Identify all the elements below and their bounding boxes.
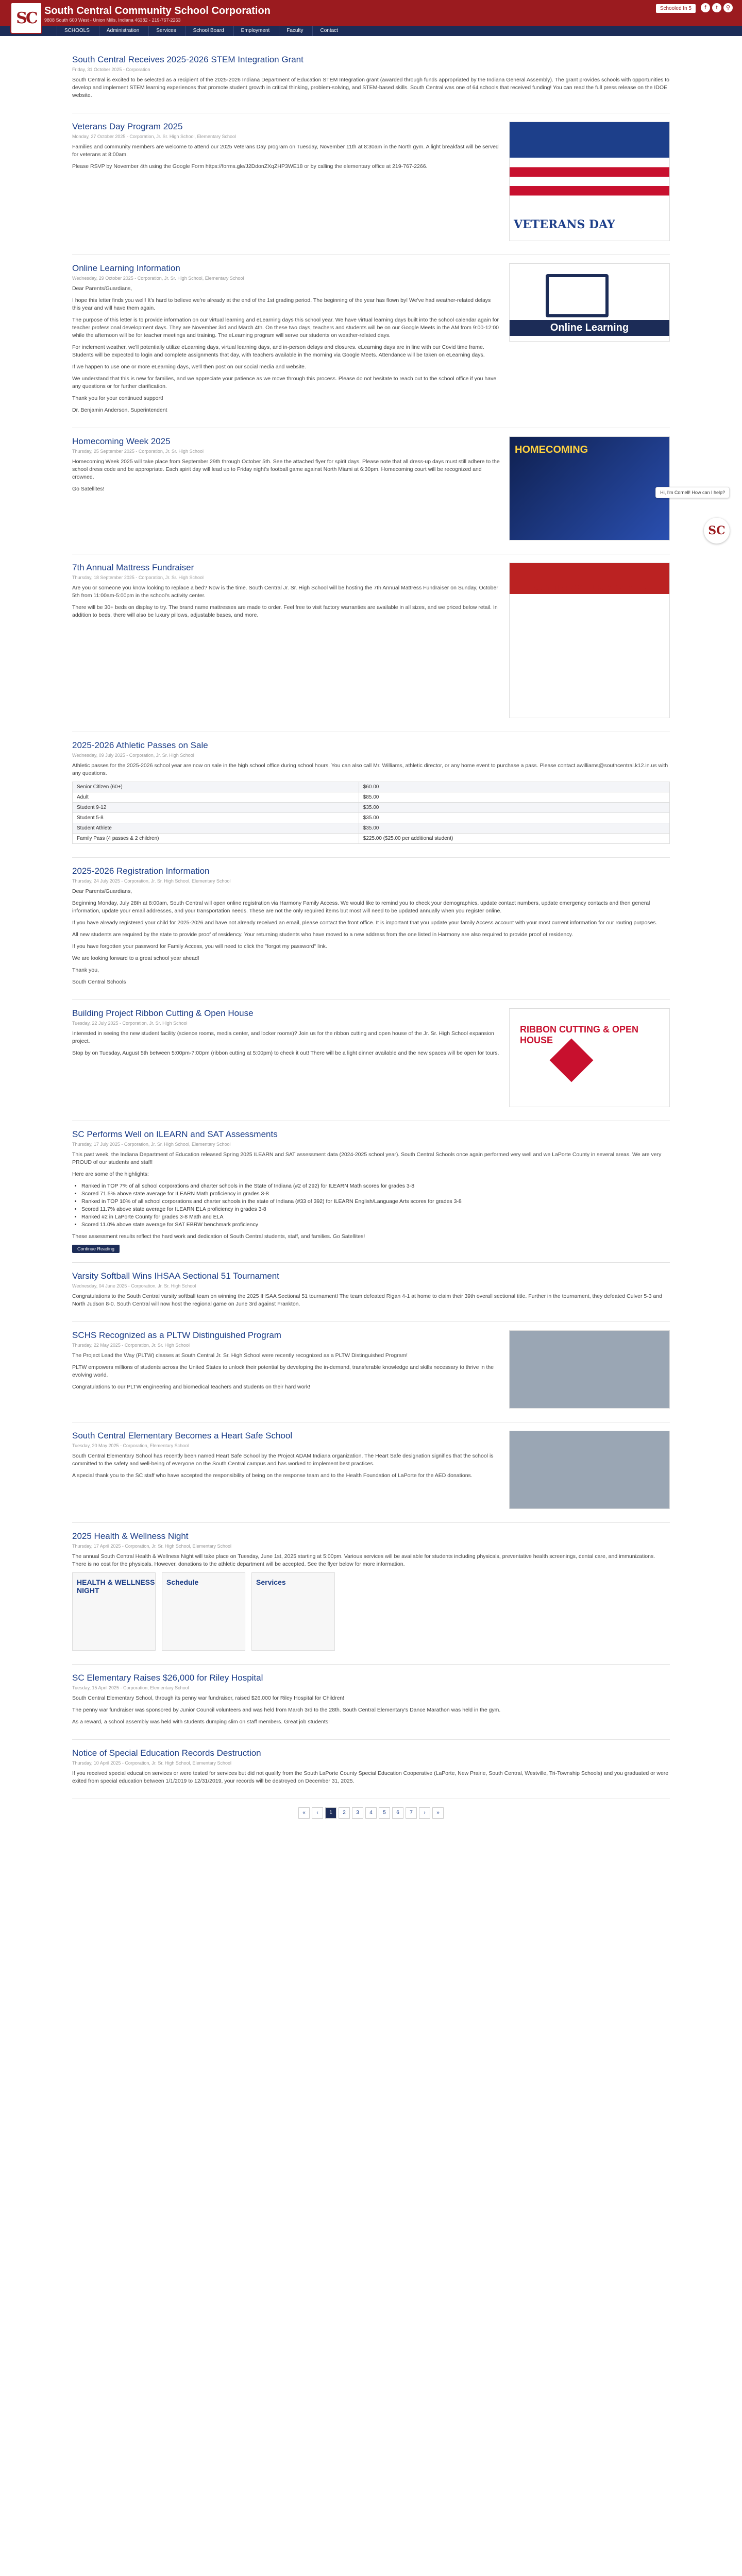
flyer-gallery xyxy=(72,1572,670,1651)
article-title[interactable]: Building Project Ribbon Cutting & Open House xyxy=(72,1008,254,1018)
article-title[interactable]: SC Elementary Raises $26,000 for Riley Hospital xyxy=(72,1673,263,1683)
flyer-caption: HEALTH & WELLNESS NIGHT xyxy=(77,1578,155,1595)
article-paragraph: There will be 30+ beds on display to try. The brand name mattresses are made to order. Feel free to visit factory warranties are available in all sizes, and we priced below retail. In addition to beds, there will also be luxury pillows, adjustable bases, and more. xyxy=(72,604,498,618)
article-image[interactable] xyxy=(509,1431,670,1509)
nav-item[interactable]: Employment xyxy=(233,26,277,36)
news-article xyxy=(72,1000,670,1121)
article-paragraph: We are looking forward to a great school year ahead! xyxy=(72,955,199,961)
pass-type: Adult xyxy=(73,792,359,803)
article-title[interactable]: 2025-2026 Athletic Passes on Sale xyxy=(72,740,208,750)
nav-item[interactable]: School Board xyxy=(185,26,231,36)
logo-text: SC xyxy=(16,9,37,27)
article-meta: Tuesday, 20 May 2025 - Corporation, Elementary School xyxy=(72,1443,189,1448)
search-icon[interactable]: ⚲ xyxy=(723,3,733,12)
pass-type: Student 9-12 xyxy=(73,803,359,813)
article-image[interactable] xyxy=(509,1008,670,1107)
news-article xyxy=(72,554,670,732)
chat-button[interactable] xyxy=(704,518,730,544)
article-title[interactable]: South Central Receives 2025-2026 STEM Integration Grant xyxy=(72,55,303,64)
article-paragraph: South Central Schools xyxy=(72,979,126,985)
nav-item[interactable]: Faculty xyxy=(279,26,310,36)
news-article xyxy=(72,428,670,554)
nav-item[interactable]: Services xyxy=(148,26,183,36)
flyer-image[interactable] xyxy=(251,1572,335,1651)
article-paragraph: Beginning Monday, July 28th at 8:00am, South Central will open online registration via Harmony Family Access. We would like to remind you to check your demographics, update contact numbers, update emergency contacts and then general information, update your email addresses, and your transportation needs. These are not the only required items but most will need to be updated annually when you register online. xyxy=(72,900,650,914)
article-image[interactable] xyxy=(509,563,670,718)
pass-price: $225.00 ($25.00 per additional student) xyxy=(359,834,669,844)
news-article xyxy=(72,1422,670,1523)
pass-type: Student Athlete xyxy=(73,823,359,834)
pass-price: $85.00 xyxy=(359,792,669,803)
article-paragraph: Athletic passes for the 2025-2026 school year are now on sale in the high school office during school hours. You can also call Mr. Williams, athletic director, or any home event to purchase a pass. Please contact awilliams@southcentral.k12.in.us with any questions. xyxy=(72,762,668,776)
article-paragraph: The purpose of this letter is to provide information on our virtual learning and eLearning days this school year. We have virtual learning days built into the school calendar again for teacher professional development days. They are November 3rd and March 4th. On these two days, teachers and students will be on our Google Meets in the AM from 9:00-12:00 while the afternoon will be for teacher meetings and training. The eLearning program will serve our students on weather-related days. xyxy=(72,317,499,338)
article-meta: Thursday, 10 April 2025 - Corporation, Jr. Sr. High School, Elementary School xyxy=(72,1760,231,1766)
article-paragraph: Go Satellites! xyxy=(72,486,105,492)
article-meta: Friday, 31 October 2025 - Corporation xyxy=(72,67,150,72)
news-article xyxy=(72,858,670,1000)
article-title[interactable]: Notice of Special Education Records Destruction xyxy=(72,1748,261,1758)
article-paragraph: Thank you for your continued support! xyxy=(72,395,163,401)
article-paragraph: Are you or someone you know looking to replace a bed? Now is the time. South Central Jr. Sr. High School will be hosting the 7th Annual Mattress Fundraiser on Sunday, October 5th from 11:00am-5:00pm in the school's activity center. xyxy=(72,585,498,599)
main-nav xyxy=(0,26,742,36)
page-link[interactable]: ‹ xyxy=(312,1807,323,1819)
list-item: • Ranked #2 in LaPorte County for grades 3-8 Math and ELA xyxy=(81,1213,670,1221)
article-title[interactable]: 2025-2026 Registration Information xyxy=(72,866,210,876)
image-caption: HOMECOMING xyxy=(515,444,588,455)
article-paragraph: Congratulations to the South Central varsity softball team on winning the 2025 IHSAA Sectional 51 tournament! The team defeated Rigan 4-1 at home to claim their 39th overall sectional title. Further in the tournament, they defeated Culver 5-3 and North Judson 8-0. South Central will now host the regional game on June 3rd against Frankton. xyxy=(72,1293,662,1307)
page-link[interactable]: » xyxy=(432,1807,444,1819)
pass-price: $35.00 xyxy=(359,813,669,823)
pass-price: $35.00 xyxy=(359,823,669,834)
news-article xyxy=(72,1322,670,1422)
article-meta: Thursday, 17 July 2025 - Corporation, Jr. Sr. High School, Elementary School xyxy=(72,1142,231,1147)
article-meta: Thursday, 17 April 2025 - Corporation, Jr. Sr. High School, Elementary School xyxy=(72,1544,231,1549)
page-link[interactable]: 3 xyxy=(352,1807,363,1819)
article-meta: Thursday, 22 May 2025 - Corporation, Jr. Sr. High School xyxy=(72,1343,190,1348)
article-meta: Tuesday, 22 July 2025 - Corporation, Jr. Sr. High School xyxy=(72,1021,188,1026)
table-row xyxy=(73,792,670,803)
article-title[interactable]: 2025 Health & Wellness Night xyxy=(72,1531,189,1541)
page-link[interactable]: 4 xyxy=(365,1807,377,1819)
article-paragraph: The annual South Central Health & Wellness Night will take place on Tuesday, June 1st, 2025 starting at 5:00pm. Various services will be available for students including physicals, preventative health screenings, dental care, and immunizations. There is no cost for the physicals. However, donations to the athletic department will be accepted. See the flyer below for more information. xyxy=(72,1553,655,1567)
news-article xyxy=(72,1523,670,1665)
article-meta: Thursday, 24 July 2025 - Corporation, Jr. Sr. High School, Elementary School xyxy=(72,878,231,884)
nav-item[interactable]: Administration xyxy=(99,26,146,36)
pass-price-table xyxy=(72,782,670,844)
image-caption: Online Learning xyxy=(510,320,669,336)
article-paragraph: PLTW empowers millions of students across the United States to unlock their potential by developing the in-demand, transferable knowledge and skills necessary to thrive in the evolving world. xyxy=(72,1364,494,1378)
list-item: • Ranked in TOP 7% of all school corporations and charter schools in the State of Indiana (#2 of 292) for ILEARN Math scores for grades 3-8 xyxy=(81,1182,670,1190)
laptop-icon xyxy=(546,274,609,317)
article-paragraph: For inclement weather, we'll potentially utilize eLearning days, virtual learning days, and in-person delays and closures. eLearning days are in line with our Covid time frame. Students will be expected to login and complete assignments that day, with teachers available in the morning via Google Meets. Attendance will be taken on eLearning days. xyxy=(72,344,485,358)
article-paragraph: South Central is excited to be selected as a recipient of the 2025-2026 Indiana Department of Education STEM Integration grant (awarded through funds appropriated by the Indiana General Assembly). The grant provides schools with opportunities to develop and implement STEM learning experiences that promote student growth in critical thinking, problem-solving, and STEM-based skills. South Central was one of 64 schools that received funding! You can read the full press release on the IDOE website. xyxy=(72,77,669,98)
article-paragraph: Thank you, xyxy=(72,967,99,973)
flyer-image[interactable] xyxy=(72,1572,156,1651)
article-paragraph: The penny war fundraiser was sponsored by Junior Council volunteers and was held from March 3rd to the 28th. South Central Elementary's Dance Marathon was held in the gym. xyxy=(72,1707,501,1713)
article-meta: Wednesday, 29 October 2025 - Corporation, Jr. Sr. High School, Elementary School xyxy=(72,276,244,281)
page-link[interactable]: 1 xyxy=(325,1807,336,1819)
continue-reading-button[interactable]: Continue Reading xyxy=(72,1245,120,1253)
pass-price: $35.00 xyxy=(359,803,669,813)
article-paragraph: Dear Parents/Guardians, xyxy=(72,285,132,292)
article-paragraph: We understand that this is new for families, and we appreciate your patience as we move through this process. Please do not hesitate to reach out to the school office if you have any questions or for further clarification. xyxy=(72,376,497,389)
article-image[interactable] xyxy=(509,1330,670,1409)
pass-type: Family Pass (4 passes & 2 children) xyxy=(73,834,359,844)
image-caption: VETERANS DAY xyxy=(514,218,615,231)
site-title[interactable]: South Central Community School Corporation xyxy=(44,5,271,16)
nav-item[interactable]: SCHOOLS xyxy=(57,26,97,36)
article-paragraph: If you have already registered your child for 2025-2026 and have not already received an email, please contact the front office. It is important that you update your family Access account with your most current information for our routing purposes. xyxy=(72,920,657,926)
article-paragraph: Dr. Benjamin Anderson, Superintendent xyxy=(72,407,167,413)
article-meta: Monday, 27 October 2025 - Corporation, Jr. Sr. High School, Elementary School xyxy=(72,134,236,139)
news-article xyxy=(72,255,670,428)
article-paragraph: These assessment results reflect the hard work and dedication of South Central students, staff, and families. Go Satellites! xyxy=(72,1233,365,1240)
article-paragraph: All new students are required by the state to provide proof of residency. Your returning students who have moved to a new address from the one listed in Harmony are also required to provide proof of residency. xyxy=(72,931,573,938)
nav-item[interactable]: Contact xyxy=(312,26,345,36)
list-item: • Scored 11.7% above state average for ILEARN ELA proficiency in grades 3-8 xyxy=(81,1206,670,1213)
article-meta: Thursday, 25 September 2025 - Corporation, Jr. Sr. High School xyxy=(72,449,204,454)
article-title[interactable]: SC Performs Well on ILEARN and SAT Assessments xyxy=(72,1129,278,1139)
article-title[interactable]: Veterans Day Program 2025 xyxy=(72,122,183,131)
article-paragraph: A special thank you to the SC staff who have accepted the responsibility of being on the response team and to the Health Foundation of LaPorte for the AED donations. xyxy=(72,1472,473,1479)
facebook-icon[interactable]: f xyxy=(701,3,710,12)
article-paragraph: South Central Elementary School has recently been named Heart Safe School by the Project ADAM Indiana organization. The Heart Safe designation signifies that the school is committed to the safety and well-being of everyone on the South Central campus and has worked to implement best practices. xyxy=(72,1453,494,1467)
article-paragraph: If we happen to use one or more eLearning days, we'll then post on our social media and website. xyxy=(72,364,306,370)
news-article xyxy=(72,1263,670,1322)
article-paragraph: Families and community members are welcome to attend our 2025 Veterans Day program on Tuesday, November 11th at 8:30am in the North gym. A light breakfast will be served for veterans at 8:00am. xyxy=(72,144,499,158)
article-paragraph: Congratulations to our PLTW engineering and biomedical teachers and students on their hard work! xyxy=(72,1384,311,1390)
article-paragraph: The Project Lead the Way (PLTW) classes at South Central Jr. Sr. High School were recently recognized as a PLTW Distinguished Program! xyxy=(72,1352,408,1359)
article-paragraph: As a reward, a school assembly was held with students dumping slim on staff members. Great job students! xyxy=(72,1719,330,1725)
article-paragraph: This past week, the Indiana Department of Education released Spring 2025 ILEARN and SAT assessment data (2024-2025 school year). South Central Schools once again performed very well and we LaPorte County in several areas. We are very PROUD of our students and staff! xyxy=(72,1151,662,1165)
schooled-button[interactable]: Schooled In 5 xyxy=(656,4,696,13)
article-paragraph: Stop by on Tuesday, August 5th between 5:00pm-7:00pm (ribbon cutting at 5:00pm) to check it out! There will be a light dinner available and the new spaces will be open for tours. xyxy=(72,1050,499,1056)
image-caption: RIBBON CUTTING & OPEN HOUSE xyxy=(520,1024,639,1045)
article-meta: Wednesday, 09 July 2025 - Corporation, Jr. Sr. High School xyxy=(72,753,194,758)
article-meta: Wednesday, 04 June 2025 - Corporation, Jr. Sr. High School xyxy=(72,1283,196,1289)
page-link[interactable]: › xyxy=(419,1807,430,1819)
article-paragraph: Please RSVP by November 4th using the Google Form https://forms.gle/J2DdonZXqZHP3WE18 or by calling the elementary office at 219-767-2266. xyxy=(72,163,428,170)
flyer-image[interactable] xyxy=(162,1572,245,1651)
list-item: • Ranked in TOP 10% of all school corporations and charter schools in the state of Indiana (#33 of 392) for ILEARN English/Language Arts scores for grades 3-8 xyxy=(81,1198,670,1206)
table-row xyxy=(73,813,670,823)
image-caption: MATTRESS FUNDRAISER xyxy=(532,584,647,594)
site-address: 9808 South 600 West - Union Mills, Indiana 46382 - 219-767-2263 xyxy=(44,18,181,23)
article-paragraph: Interested in seeing the new student facility (science rooms, media center, and locker rooms)? Join us for the ribbon cutting and open house of the Jr. Sr. High School expansion project. xyxy=(72,1030,494,1044)
article-title[interactable]: 7th Annual Mattress Fundraiser xyxy=(72,563,194,572)
article-title[interactable]: SCHS Recognized as a PLTW Distinguished Program xyxy=(72,1330,281,1340)
news-list xyxy=(72,36,670,1819)
list-item: • Scored 71.5% above state average for ILEARN Math proficiency in grades 3-8 xyxy=(81,1190,670,1198)
news-article xyxy=(72,1121,670,1263)
page-link[interactable]: « xyxy=(298,1807,310,1819)
article-image[interactable] xyxy=(509,436,670,540)
pass-type: Senior Citizen (60+) xyxy=(73,782,359,792)
list-item: • Scored 11.0% above state average for SAT EBRW benchmark proficiency xyxy=(81,1221,670,1229)
flyer-caption: Schedule xyxy=(166,1578,199,1586)
page-link[interactable]: 6 xyxy=(392,1807,403,1819)
article-paragraph: South Central Elementary School, through its penny war fundraiser, raised $26,000 for Riley Hospital for Children! xyxy=(72,1695,345,1701)
article-meta: Thursday, 18 September 2025 - Corporation, Jr. Sr. High School xyxy=(72,575,204,580)
table-row xyxy=(73,803,670,813)
article-title[interactable]: Varsity Softball Wins IHSAA Sectional 51 Tournament xyxy=(72,1271,279,1281)
article-paragraph: Here are some of the highlights: xyxy=(72,1171,149,1177)
article-image[interactable] xyxy=(509,122,670,241)
twitter-icon[interactable]: t xyxy=(712,3,721,12)
chat-greeting[interactable]: Hi, I'm Cornell! How can I help? xyxy=(655,487,730,498)
top-bar xyxy=(0,0,742,26)
news-article xyxy=(72,1665,670,1740)
page-link[interactable]: 5 xyxy=(379,1807,390,1819)
article-paragraph: If you received special education services or were tested for services but did not qualify from the South LaPorte County Special Education Cooperative (LaPorte, New Prairie, South Central, Westville, Tri-Township Schools) and you graduated or were exited from special education between 1/1/2019 to 12/31/2019, your records will be destroyed on December 31, 2025. xyxy=(72,1770,669,1784)
chat-logo-text: SC xyxy=(708,524,726,537)
article-paragraph: If you have forgotten your password for Family Access, you will need to click the "forgot my password" link. xyxy=(72,943,327,950)
article-paragraph: I hope this letter finds you well! It's hard to believe we're already at the end of the 1st grading period. The beginning of the year has flown by! We've had weather-related delays this year and will have them again. xyxy=(72,297,491,311)
page-link[interactable]: 7 xyxy=(406,1807,417,1819)
article-title[interactable]: Homecoming Week 2025 xyxy=(72,436,171,446)
article-title[interactable]: South Central Elementary Becomes a Heart Safe School xyxy=(72,1431,293,1440)
news-article xyxy=(72,1740,670,1799)
flyer-caption: Services xyxy=(256,1578,286,1586)
news-article xyxy=(72,46,670,113)
highlights-list xyxy=(81,1182,670,1229)
news-article xyxy=(72,113,670,255)
pagination xyxy=(72,1807,670,1819)
article-title[interactable]: Online Learning Information xyxy=(72,263,180,273)
site-logo[interactable] xyxy=(10,2,42,34)
article-paragraph: Dear Parents/Guardians, xyxy=(72,888,132,894)
page-link[interactable]: 2 xyxy=(339,1807,350,1819)
article-image[interactable] xyxy=(509,263,670,342)
table-row xyxy=(73,823,670,834)
pass-type: Student 5-8 xyxy=(73,813,359,823)
table-row xyxy=(73,782,670,792)
pass-price: $60.00 xyxy=(359,782,669,792)
table-row xyxy=(73,834,670,844)
article-meta: Tuesday, 15 April 2025 - Corporation, Elementary School xyxy=(72,1685,189,1690)
article-paragraph: Homecoming Week 2025 will take place from September 29th through October 5th. See the attached flyer for spirit days. Please note that all dress-up days must still adhere to the school dress code and be appropriate. Each spirit day will lead up to Friday night's football game against North Miami at 6:30pm. Homecoming court will be recognized and crowned. xyxy=(72,459,500,480)
news-article xyxy=(72,732,670,858)
